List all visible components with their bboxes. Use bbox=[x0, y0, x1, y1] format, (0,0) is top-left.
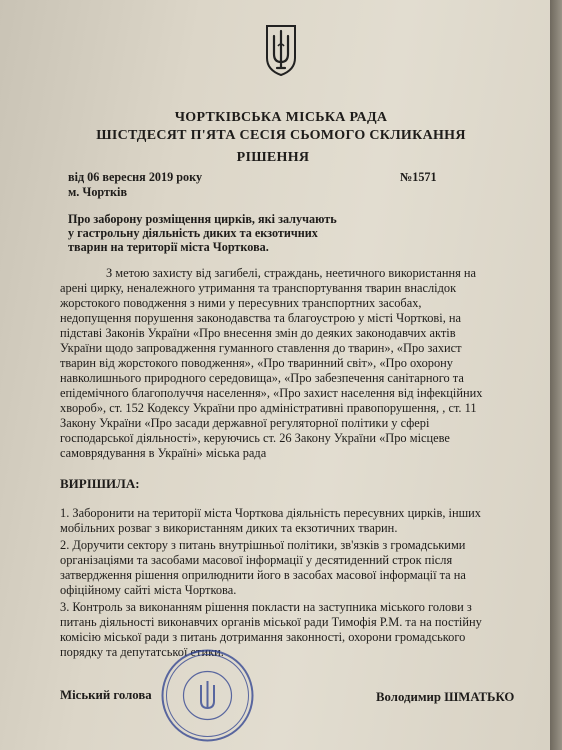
preamble-line: навколишнього природного середовища», «Про забезпечення санітарного та bbox=[60, 371, 464, 385]
document-type: РІШЕННЯ bbox=[236, 150, 310, 165]
decision-line: питань діяльності виконавчих органів міської ради Тимофія Р.М. та на постійну bbox=[60, 615, 482, 629]
decision-line: офіційному сайті міста Чорткова. bbox=[60, 583, 237, 597]
decision-line: 2. Доручити сектору з питань внутрішньої політики, зв'язків з громадськими bbox=[60, 538, 466, 552]
decision-line: мобільних розваг з використанням диких та екзотичних тварин. bbox=[60, 521, 398, 535]
preamble-line: арені цирку, неналежного утримання та транспортування тварин внаслідок bbox=[60, 281, 457, 295]
official-round-stamp bbox=[160, 648, 255, 743]
preamble-line: хвороб», ст. 152 Кодексу України про адміністративні правопорушення, , ст. 11 bbox=[60, 401, 477, 415]
preamble-line: епідемічного благополуччя населення», «Про захист населення від інфекційних bbox=[60, 386, 483, 400]
subject-line: тварин на території міста Чорткова. bbox=[68, 240, 269, 254]
preamble-line: недопущення порушення законодавства та благоустрою у місті Чорткові, на bbox=[60, 311, 462, 325]
signature-position: Міський голова bbox=[60, 688, 152, 702]
decision-place: м. Чортків bbox=[68, 185, 128, 199]
decision-line: порядку та депутатської етики. bbox=[60, 645, 224, 659]
preamble-line: жорстокого поводження з ними у пересувних транспортних засобах, bbox=[60, 296, 422, 310]
decided-label: ВИРІШИЛА: bbox=[60, 476, 140, 491]
signature-name: Володимир ШМАТЬКО bbox=[376, 690, 515, 704]
trident-coat-of-arms-icon bbox=[263, 22, 299, 78]
preamble-line: України щодо запровадження гуманного ставлення до тварин», «Про захист bbox=[60, 341, 462, 355]
decision-line: 3. Контроль за виконанням рішення покласти на заступника міського голови з bbox=[60, 600, 472, 614]
preamble-line: З метою захисту від загибелі, страждань, неетичного використання на bbox=[106, 266, 477, 280]
preamble-line: господарської діяльності», керуючись ст. 26 Закону України «Про місцеве bbox=[60, 431, 450, 445]
decision-line: 1. Заборонити на території міста Чорткова діяльність пересувних цирків, інших bbox=[60, 506, 481, 520]
decision-line: затвердження рішення оприлюднити його в засобах масової інформації та на bbox=[60, 568, 466, 582]
session-title: ШІСТДЕСЯТ П'ЯТА СЕСІЯ СЬОМОГО СКЛИКАННЯ bbox=[96, 128, 466, 143]
preamble-line: самоврядування в Україні» міська рада bbox=[60, 446, 267, 460]
decision-line: комісію міської ради з питань дотримання законності, охорони громадського bbox=[60, 630, 466, 644]
preamble-line: підставі Законів України «Про внесення змін до деяких законодавчих актів bbox=[60, 326, 456, 340]
council-title: ЧОРТКІВСЬКА МІСЬКА РАДА bbox=[174, 110, 388, 125]
decision-line: організаціями та засобами масової інформації у десятиденний строк після bbox=[60, 553, 453, 567]
decision-number: №1571 bbox=[400, 170, 437, 184]
subject-line: Про заборону розміщення цирків, які залучають bbox=[68, 212, 337, 226]
preamble-line: тварин від жорстокого поводження», «Про тваринний світ», «Про охорону bbox=[60, 356, 454, 370]
decision-date: від 06 вересня 2019 року bbox=[68, 170, 203, 184]
stamp-trident-icon bbox=[201, 681, 214, 708]
preamble-line: Закону України «Про засади державної регуляторної політики у сфері bbox=[60, 416, 430, 430]
subject-line: у гастрольну діяльність диких та екзотичних bbox=[68, 226, 318, 240]
